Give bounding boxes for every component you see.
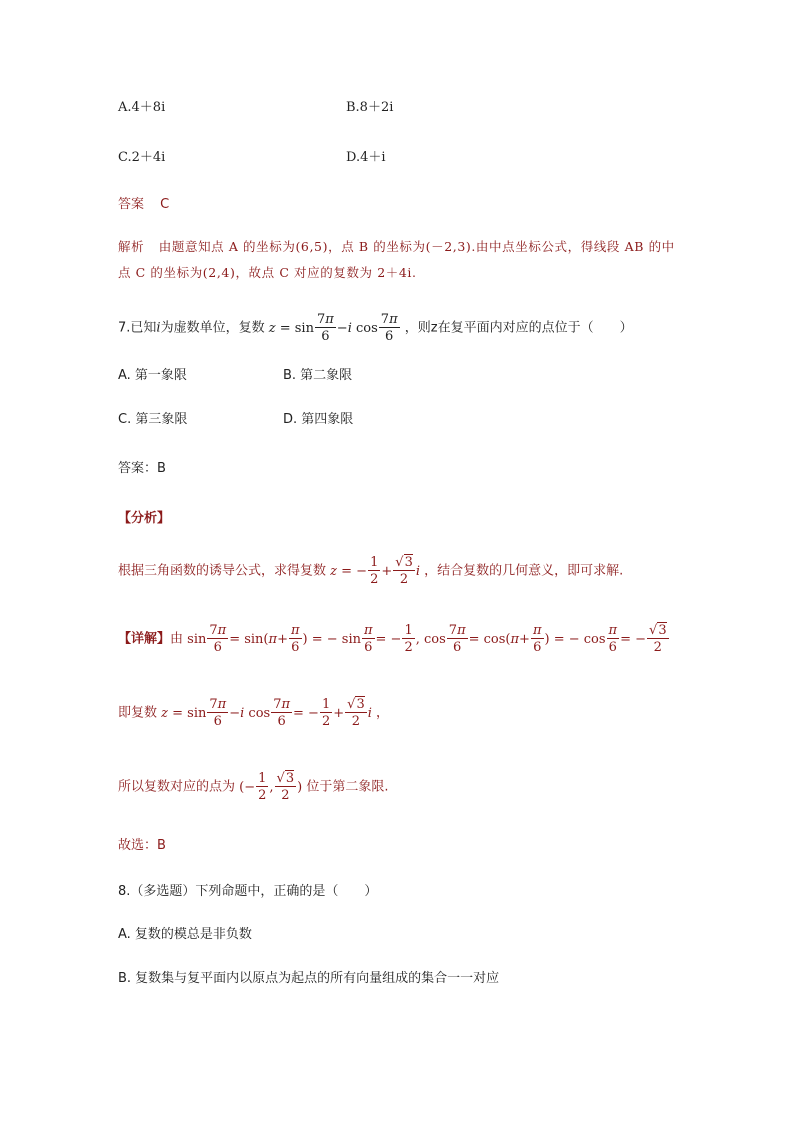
q7-stem: [118, 313, 633, 343]
q6-option-b: B.8＋2i: [346, 100, 394, 115]
q7-line3: [118, 772, 388, 802]
q6-answer-label: 答案: [118, 197, 145, 212]
q7-xiangjie-formula: sin $\frac{7\pi}{6}$ = sin(π+ $\frac{\pi}{6}$ ) = − sin $\frac{\pi}{6}$ = − $\frac{1}{2}$ , cos $\frac{7\pi}{6}$ = cos(π+ $\frac{\pi}{6}$ ) = − cos $\frac{\pi}{6}$ = − $\frac{√3}{2}$: [187, 623, 667, 655]
q6-analysis-line2: 点 C 的坐标为(2,4)，故点 C 对应的复数为 2＋4i.: [118, 265, 417, 280]
q7-stem-z: z: [430, 320, 438, 336]
q7-fenxi-line: [118, 556, 623, 586]
q7-stem-i: i: [156, 320, 161, 336]
q6-analysis-line1: [118, 238, 675, 256]
q6-answer-value: C: [160, 197, 170, 212]
q8-stem: 8.（多选题）下列命题中，正确的是（ ）: [118, 884, 378, 899]
q7-option-a: A. 第一象限: [118, 368, 187, 383]
q6-analysis-label: 解析: [118, 239, 145, 254]
q6-option-d: D.4＋i: [346, 150, 386, 165]
q7-answer: 答案：B: [118, 461, 166, 476]
q7-fenxi-prefix: 根据三角函数的诱导公式，求得复数: [118, 563, 327, 579]
q7-stem-formula: z = sin $\frac{7\pi}{6}$ −i cos $\frac{7\pi}{6}$: [268, 312, 398, 344]
q6-option-a: A.4＋8i: [118, 100, 166, 115]
q7-fenxi-label: 【分析】: [118, 511, 171, 526]
q7-guxuan: 故选：B: [118, 838, 166, 853]
q7-fenxi-formula: z = − $\frac{1}{2}$ + $\frac{√3}{2}$ i: [330, 555, 421, 587]
q7-stem-mid: 为虚数单位，复数: [160, 320, 265, 336]
q6-answer: [118, 196, 169, 214]
q7-line2: [118, 698, 389, 728]
q7-fenxi-suffix: ，结合复数的几何意义，即可求解.: [424, 563, 624, 579]
q7-line3-prefix: 所以复数对应的点为: [118, 779, 236, 795]
q7-line3-formula: (− $\frac{1}{2}$ , $\frac{√3}{2}$ ): [239, 771, 307, 803]
q7-stem-end: 在复平面内对应的点位于（ ）: [437, 320, 633, 336]
q7-option-c: C. 第三象限: [118, 412, 188, 427]
q7-option-b: B. 第二象限: [283, 368, 353, 383]
q7-xiangjie-prefix: 由: [170, 631, 184, 647]
q7-stem-suffix: ，则: [404, 320, 431, 336]
q8-option-b: B. 复数集与复平面内以原点为起点的所有向量组成的集合一一对应: [118, 971, 500, 986]
q7-option-d: D. 第四象限: [283, 412, 354, 427]
q8-option-a: A. 复数的模总是非负数: [118, 927, 252, 942]
q7-line2-prefix: 即复数: [118, 705, 158, 721]
q7-xiangjie-label: 【详解】: [118, 631, 171, 647]
q7-stem-prefix: 7.已知: [118, 320, 157, 336]
q6-option-c: C.2＋4i: [118, 150, 166, 165]
q7-line2-formula: z = sin $\frac{7\pi}{6}$ −i cos $\frac{7\pi}{6}$ = − $\frac{1}{2}$ + $\frac{√3}{2}$ i: [161, 697, 372, 729]
q6-analysis-text1: 由题意知点 A 的坐标为(6,5)，点 B 的坐标为(－2,3).由中点坐标公式，得线段 AB 的中: [158, 239, 675, 254]
q7-line2-suffix: ，: [376, 705, 390, 721]
q7-line3-suffix: 位于第二象限.: [306, 779, 389, 795]
q7-xiangjie-line: [118, 624, 670, 654]
